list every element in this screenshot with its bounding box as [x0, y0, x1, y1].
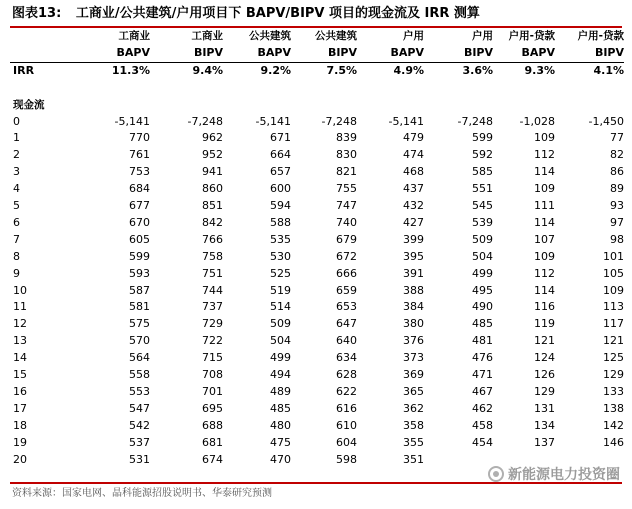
- value-cell: 659: [336, 283, 357, 297]
- column-header-bottom: BIPV: [150, 45, 223, 62]
- table-row: [10, 130, 624, 147]
- value-cell: 504: [472, 249, 493, 263]
- cashflow-table: [10, 28, 624, 469]
- wechat-icon: [488, 466, 504, 482]
- year-cell: 15: [13, 368, 27, 382]
- table-row: [10, 215, 624, 232]
- value-cell: 82: [610, 148, 624, 162]
- cashflow-label-row: [10, 97, 624, 114]
- value-cell: 547: [129, 401, 150, 415]
- value-cell: 737: [202, 300, 223, 314]
- empty-cell: [424, 97, 493, 114]
- value-cell: 941: [202, 165, 223, 179]
- value-cell: 365: [403, 385, 424, 399]
- table-row: [10, 333, 624, 350]
- value-cell: 380: [403, 317, 424, 331]
- watermark-text: 新能源电力投资圈: [508, 467, 620, 483]
- value-cell: 715: [202, 351, 223, 365]
- value-cell: 362: [403, 401, 424, 415]
- value-cell: 594: [270, 199, 291, 213]
- year-cell: 16: [13, 385, 27, 399]
- year-cell: 8: [13, 249, 20, 263]
- value-cell: 504: [270, 334, 291, 348]
- value-cell: 89: [610, 182, 624, 196]
- value-cell: 758: [202, 249, 223, 263]
- spacer-cell: [223, 80, 291, 97]
- value-cell: 575: [129, 317, 150, 331]
- value-cell: 585: [472, 165, 493, 179]
- column-header-top: 工商业: [191, 30, 223, 42]
- year-cell: 20: [13, 452, 27, 466]
- value-cell: 592: [472, 148, 493, 162]
- value-cell: 124: [534, 351, 555, 365]
- value-cell: 129: [603, 368, 624, 382]
- value-cell: 105: [603, 266, 624, 280]
- column-header-bottom: BIPV: [424, 45, 493, 62]
- spacer-cell: [150, 80, 223, 97]
- spacer-cell: [291, 80, 357, 97]
- value-cell: 701: [202, 385, 223, 399]
- value-cell: 114: [534, 165, 555, 179]
- value-cell: 570: [129, 334, 150, 348]
- value-cell: 622: [336, 385, 357, 399]
- value-cell: 628: [336, 368, 357, 382]
- value-cell: 98: [610, 232, 624, 246]
- value-cell: 121: [603, 334, 624, 348]
- value-cell: 97: [610, 215, 624, 229]
- value-cell: 640: [336, 334, 357, 348]
- value-cell: 111: [534, 199, 555, 213]
- column-header-bottom: BAPV: [223, 45, 291, 62]
- irr-value: 4.1%: [593, 63, 624, 77]
- value-cell: -5,141: [255, 114, 291, 128]
- year-cell: 17: [13, 401, 27, 415]
- value-cell: 77: [610, 131, 624, 145]
- figure-caption: 工商业/公共建筑/户用项目下 BAPV/BIPV 项目的现金流及 IRR 测算: [75, 6, 480, 21]
- table-row: [10, 147, 624, 164]
- value-cell: 499: [270, 351, 291, 365]
- value-cell: 744: [202, 283, 223, 297]
- value-cell: 729: [202, 317, 223, 331]
- value-cell: 432: [403, 199, 424, 213]
- spacer-cell: [80, 80, 150, 97]
- value-cell: 688: [202, 418, 223, 432]
- empty-cell: [150, 97, 223, 114]
- irr-row: [10, 62, 624, 79]
- value-cell: 358: [403, 418, 424, 432]
- value-cell: 107: [534, 232, 555, 246]
- value-cell: 142: [603, 418, 624, 432]
- value-cell: 509: [472, 232, 493, 246]
- value-cell: 454: [472, 435, 493, 449]
- value-cell: 471: [472, 368, 493, 382]
- value-cell: 388: [403, 283, 424, 297]
- value-cell: 495: [472, 283, 493, 297]
- value-cell: 475: [270, 435, 291, 449]
- column-header-top: 户用-贷款: [508, 30, 555, 42]
- year-cell: 4: [13, 182, 20, 196]
- table-row: [10, 435, 624, 452]
- table-row: [10, 232, 624, 249]
- value-cell: 509: [270, 317, 291, 331]
- value-cell: 138: [603, 401, 624, 415]
- value-cell: 113: [603, 300, 624, 314]
- cashflow-label: 现金流: [13, 98, 45, 111]
- value-cell: 761: [129, 148, 150, 162]
- year-cell: 19: [13, 435, 27, 449]
- figure-title: [10, 4, 622, 28]
- table-row: [10, 181, 624, 198]
- year-cell: 18: [13, 418, 27, 432]
- year-cell: 13: [13, 334, 27, 348]
- value-cell: 593: [129, 266, 150, 280]
- value-cell: 514: [270, 300, 291, 314]
- value-cell: -7,248: [187, 114, 223, 128]
- value-cell: 480: [270, 418, 291, 432]
- value-cell: -7,248: [457, 114, 493, 128]
- column-header-bottom: BIPV: [291, 45, 357, 62]
- value-cell: 740: [336, 215, 357, 229]
- value-cell: 137: [534, 435, 555, 449]
- value-cell: 674: [202, 452, 223, 466]
- irr-value: 11.3%: [111, 63, 150, 77]
- spacer-cell: [424, 80, 493, 97]
- value-cell: 860: [202, 182, 223, 196]
- irr-value: 3.6%: [462, 63, 493, 77]
- value-cell: 558: [129, 368, 150, 382]
- value-cell: 695: [202, 401, 223, 415]
- value-cell: 616: [336, 401, 357, 415]
- value-cell: 671: [270, 131, 291, 145]
- value-cell: 647: [336, 317, 357, 331]
- table-row: [10, 283, 624, 300]
- irr-label: IRR: [13, 63, 35, 77]
- value-cell: -5,141: [388, 114, 424, 128]
- value-cell: 437: [403, 182, 424, 196]
- table-row: [10, 114, 624, 131]
- value-cell: 109: [534, 182, 555, 196]
- table-row: [10, 316, 624, 333]
- value-cell: 677: [129, 199, 150, 213]
- value-cell: 605: [129, 232, 150, 246]
- header-row-2: [10, 45, 624, 62]
- value-cell: 114: [534, 215, 555, 229]
- value-cell: 679: [336, 232, 357, 246]
- column-header-bottom: BAPV: [357, 45, 424, 62]
- year-cell: 12: [13, 317, 27, 331]
- value-cell: 494: [270, 368, 291, 382]
- irr-value: 9.2%: [260, 63, 291, 77]
- value-cell: [424, 452, 493, 469]
- year-cell: 0: [13, 114, 20, 128]
- header-row-1: [10, 28, 624, 45]
- value-cell: 753: [129, 165, 150, 179]
- value-cell: -1,450: [588, 114, 624, 128]
- watermark: [488, 464, 620, 484]
- value-cell: 770: [129, 131, 150, 145]
- value-cell: 133: [603, 385, 624, 399]
- table-row: [10, 266, 624, 283]
- value-cell: 109: [534, 131, 555, 145]
- column-header-top: 公共建筑: [249, 30, 291, 42]
- column-header-top: 工商业: [118, 30, 150, 42]
- value-cell: 462: [472, 401, 493, 415]
- year-cell: 3: [13, 165, 20, 179]
- year-cell: 9: [13, 266, 20, 280]
- year-cell: 1: [13, 131, 20, 145]
- column-header-top: 公共建筑: [315, 30, 357, 42]
- value-cell: 126: [534, 368, 555, 382]
- value-cell: 391: [403, 266, 424, 280]
- value-cell: 722: [202, 334, 223, 348]
- value-cell: 851: [202, 199, 223, 213]
- value-cell: 467: [472, 385, 493, 399]
- irr-value: 4.9%: [393, 63, 424, 77]
- value-cell: 751: [202, 266, 223, 280]
- value-cell: 109: [603, 283, 624, 297]
- spacer-cell: [493, 80, 555, 97]
- column-header-bottom: BIPV: [555, 45, 624, 62]
- year-cell: 5: [13, 199, 20, 213]
- value-cell: 499: [472, 266, 493, 280]
- value-cell: 373: [403, 351, 424, 365]
- value-cell: 600: [270, 182, 291, 196]
- value-cell: 355: [403, 435, 424, 449]
- spacer-cell: [555, 80, 624, 97]
- year-cell: 6: [13, 215, 20, 229]
- value-cell: 588: [270, 215, 291, 229]
- value-cell: 146: [603, 435, 624, 449]
- value-cell: 821: [336, 165, 357, 179]
- value-cell: 755: [336, 182, 357, 196]
- table-row: [10, 367, 624, 384]
- value-cell: 539: [472, 215, 493, 229]
- value-cell: 131: [534, 401, 555, 415]
- value-cell: 681: [202, 435, 223, 449]
- value-cell: 125: [603, 351, 624, 365]
- irr-value: 7.5%: [326, 63, 357, 77]
- value-cell: 490: [472, 300, 493, 314]
- value-cell: 598: [336, 452, 357, 466]
- value-cell: 553: [129, 385, 150, 399]
- value-cell: -5,141: [114, 114, 150, 128]
- year-cell: 14: [13, 351, 27, 365]
- value-cell: 427: [403, 215, 424, 229]
- header-corner-2: [10, 45, 80, 62]
- value-cell: 830: [336, 148, 357, 162]
- spacer-row: [10, 80, 624, 97]
- value-cell: 537: [129, 435, 150, 449]
- value-cell: 121: [534, 334, 555, 348]
- value-cell: 468: [403, 165, 424, 179]
- column-header-bottom: BAPV: [80, 45, 150, 62]
- source-note: 资料来源：国家电网、晶科能源招股说明书、华泰研究预测: [12, 488, 272, 499]
- value-cell: 653: [336, 300, 357, 314]
- column-header-bottom: BAPV: [493, 45, 555, 62]
- value-cell: 376: [403, 334, 424, 348]
- table-row: [10, 350, 624, 367]
- value-cell: 535: [270, 232, 291, 246]
- year-cell: 2: [13, 148, 20, 162]
- irr-value: 9.3%: [524, 63, 555, 77]
- empty-cell: [493, 97, 555, 114]
- value-cell: 384: [403, 300, 424, 314]
- empty-cell: [357, 97, 424, 114]
- value-cell: 485: [472, 317, 493, 331]
- value-cell: 369: [403, 368, 424, 382]
- year-cell: 10: [13, 283, 27, 297]
- value-cell: 587: [129, 283, 150, 297]
- column-header-top: 户用-贷款: [577, 30, 624, 42]
- value-cell: -1,028: [519, 114, 555, 128]
- column-header-top: 户用: [403, 30, 424, 42]
- table-row: [10, 418, 624, 435]
- value-cell: 670: [129, 215, 150, 229]
- value-cell: 134: [534, 418, 555, 432]
- year-cell: 11: [13, 300, 27, 314]
- column-header-top: 户用: [472, 30, 493, 42]
- value-cell: 666: [336, 266, 357, 280]
- value-cell: 530: [270, 249, 291, 263]
- value-cell: 842: [202, 215, 223, 229]
- table-row: [10, 299, 624, 316]
- empty-cell: [80, 97, 150, 114]
- table-row: [10, 164, 624, 181]
- irr-value: 9.4%: [192, 63, 223, 77]
- value-cell: 112: [534, 148, 555, 162]
- value-cell: 952: [202, 148, 223, 162]
- table-row: [10, 401, 624, 418]
- value-cell: 747: [336, 199, 357, 213]
- spacer-cell: [10, 80, 80, 97]
- value-cell: 101: [603, 249, 624, 263]
- value-cell: 672: [336, 249, 357, 263]
- value-cell: 119: [534, 317, 555, 331]
- value-cell: 399: [403, 232, 424, 246]
- value-cell: 114: [534, 283, 555, 297]
- value-cell: 604: [336, 435, 357, 449]
- table-row: [10, 198, 624, 215]
- empty-cell: [291, 97, 357, 114]
- value-cell: 545: [472, 199, 493, 213]
- table-row: [10, 249, 624, 266]
- value-cell: 657: [270, 165, 291, 179]
- value-cell: 481: [472, 334, 493, 348]
- year-cell: 7: [13, 232, 20, 246]
- spacer-cell: [357, 80, 424, 97]
- empty-cell: [555, 97, 624, 114]
- header-corner: [10, 28, 80, 45]
- value-cell: 476: [472, 351, 493, 365]
- value-cell: 351: [403, 452, 424, 466]
- value-cell: 664: [270, 148, 291, 162]
- value-cell: 86: [610, 165, 624, 179]
- value-cell: 519: [270, 283, 291, 297]
- value-cell: 839: [336, 131, 357, 145]
- value-cell: -7,248: [321, 114, 357, 128]
- value-cell: 531: [129, 452, 150, 466]
- table-row: [10, 384, 624, 401]
- value-cell: 395: [403, 249, 424, 263]
- value-cell: 581: [129, 300, 150, 314]
- empty-cell: [223, 97, 291, 114]
- value-cell: 684: [129, 182, 150, 196]
- value-cell: 708: [202, 368, 223, 382]
- footer-divider: [10, 482, 622, 484]
- value-cell: 962: [202, 131, 223, 145]
- value-cell: 93: [610, 199, 624, 213]
- value-cell: 599: [472, 131, 493, 145]
- value-cell: 116: [534, 300, 555, 314]
- value-cell: 599: [129, 249, 150, 263]
- value-cell: 766: [202, 232, 223, 246]
- value-cell: 458: [472, 418, 493, 432]
- value-cell: 564: [129, 351, 150, 365]
- value-cell: 470: [270, 452, 291, 466]
- value-cell: 479: [403, 131, 424, 145]
- value-cell: 634: [336, 351, 357, 365]
- value-cell: 474: [403, 148, 424, 162]
- value-cell: 489: [270, 385, 291, 399]
- value-cell: 117: [603, 317, 624, 331]
- figure-label: 图表13:: [12, 6, 62, 21]
- value-cell: 485: [270, 401, 291, 415]
- value-cell: 129: [534, 385, 555, 399]
- value-cell: 551: [472, 182, 493, 196]
- value-cell: 610: [336, 418, 357, 432]
- value-cell: 109: [534, 249, 555, 263]
- value-cell: 525: [270, 266, 291, 280]
- value-cell: 112: [534, 266, 555, 280]
- value-cell: 542: [129, 418, 150, 432]
